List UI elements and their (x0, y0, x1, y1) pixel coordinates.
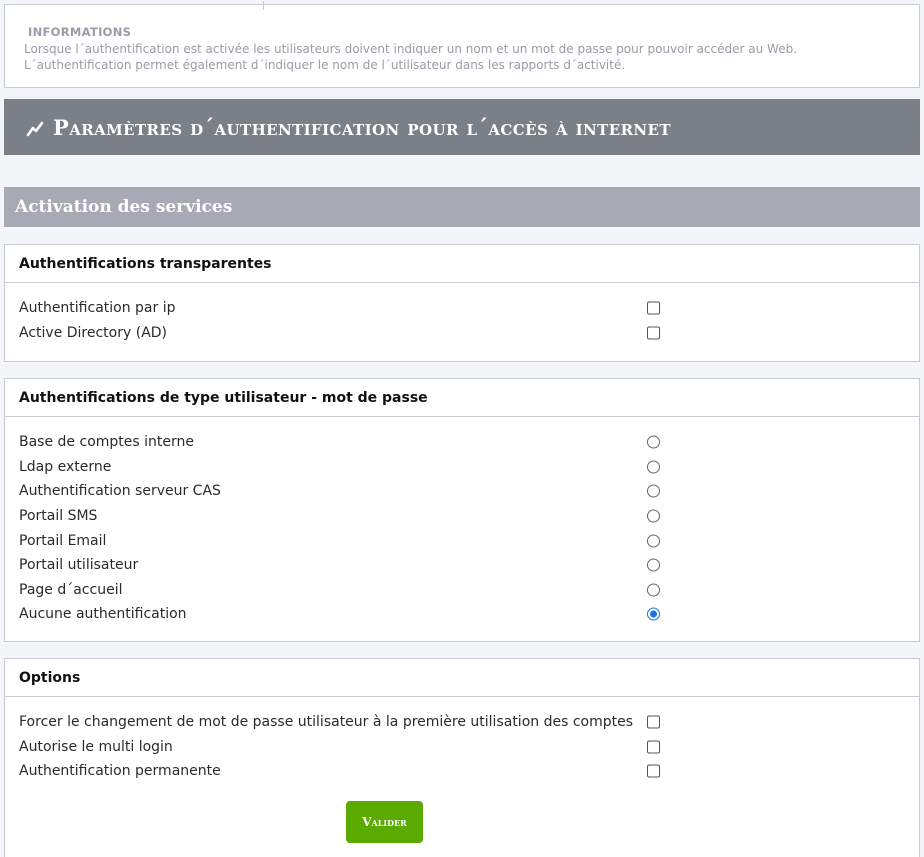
information-line-1: Lorsque l´authentification est activée les utilisateurs doivent indiquer un nom et un mot de passe pour pouvoir accéder au Web. (24, 42, 798, 56)
section-title: Activation des services (15, 197, 233, 217)
information-title: INFORMATIONS (28, 25, 132, 39)
option-label: Portail Email (19, 532, 107, 549)
option-row-sms-portal (5, 504, 919, 529)
trend-line-icon (26, 118, 44, 136)
option-row-no-auth (5, 602, 919, 627)
force-password-change-checkbox[interactable] (647, 716, 660, 729)
permanent-auth-checkbox[interactable] (647, 765, 660, 778)
option-label: Aucune authentification (19, 606, 187, 623)
option-label: Authentification serveur CAS (19, 483, 221, 500)
no-auth-radio[interactable] (647, 608, 660, 621)
option-label: Portail utilisateur (19, 557, 139, 574)
panel-title: Authentifications transparentes (5, 245, 919, 283)
options-panel (4, 658, 920, 857)
page-title-banner (4, 99, 920, 155)
option-label: Authentification par ip (19, 300, 176, 317)
option-label: Portail SMS (19, 508, 98, 525)
option-row-user-portal (5, 553, 919, 578)
option-label: Active Directory (AD) (19, 324, 168, 341)
option-label: Page d´accueil (19, 581, 123, 598)
external-ldap-radio[interactable] (647, 460, 660, 473)
user-portal-radio[interactable] (647, 559, 660, 572)
cas-server-radio[interactable] (647, 485, 660, 498)
information-line-2: L´authentification permet également d´indiquer le nom de l´utilisateur dans les rapports d´activité. (24, 58, 626, 72)
option-row-email-portal (5, 528, 919, 553)
submit-button[interactable]: Valider (346, 801, 423, 843)
transparent-auth-panel (4, 244, 920, 362)
option-row-external-ldap (5, 455, 919, 480)
panel-title: Options (5, 659, 919, 697)
option-label: Forcer le changement de mot de passe utilisateur à la première utilisation des comptes (19, 714, 634, 731)
option-label: Autorise le multi login (19, 738, 173, 755)
internal-accounts-radio[interactable] (647, 436, 660, 449)
section-title-bar (4, 187, 920, 227)
option-row-internal-accounts (5, 430, 919, 455)
option-label: Authentification permanente (19, 763, 221, 780)
ip-auth-checkbox[interactable] (647, 302, 660, 315)
option-row-active-directory (5, 321, 919, 346)
option-row-multi-login (5, 735, 919, 760)
sms-portal-radio[interactable] (647, 510, 660, 523)
panel-title: Authentifications de type utilisateur - mot de passe (5, 379, 919, 417)
option-row-force-password-change (5, 710, 919, 735)
information-box (4, 4, 920, 88)
multi-login-checkbox[interactable] (647, 740, 660, 753)
option-row-welcome-page (5, 578, 919, 603)
active-directory-checkbox[interactable] (647, 326, 660, 339)
option-row-cas-server (5, 479, 919, 504)
tab-divider (263, 1, 264, 10)
user-password-auth-panel (4, 378, 920, 642)
page-title: Paramètres d´authentification pour l´accès à internet (53, 114, 671, 140)
option-row-ip-auth (5, 296, 919, 321)
welcome-page-radio[interactable] (647, 583, 660, 596)
email-portal-radio[interactable] (647, 534, 660, 547)
option-row-permanent-auth (5, 759, 919, 784)
option-label: Base de comptes interne (19, 434, 194, 451)
option-label: Ldap externe (19, 458, 112, 475)
